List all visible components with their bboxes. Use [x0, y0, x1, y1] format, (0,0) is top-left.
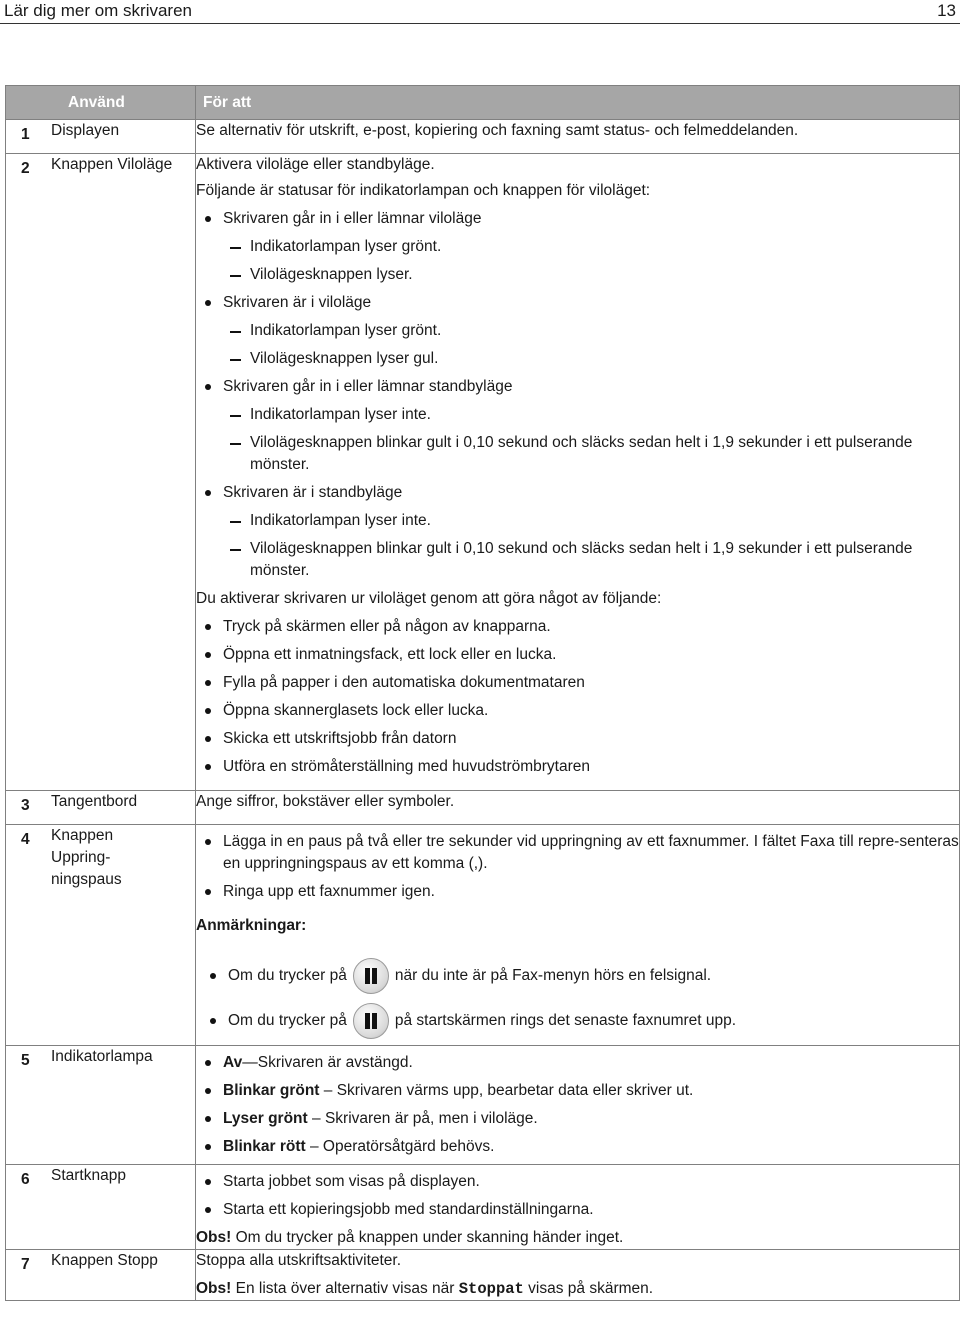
feature-table — [5, 85, 960, 1301]
page-header — [0, 0, 960, 24]
list-item: Vilolägesknappen lyser. — [223, 264, 959, 286]
table-row — [6, 120, 960, 154]
row-text: Du aktiverar skrivaren ur viloläget genom att göra något av följande: — [196, 590, 662, 607]
row-number: 3 — [21, 797, 30, 814]
list-item: Vilolägesknappen lyser gul. — [223, 348, 959, 370]
list-item: Indikatorlampan lyser inte. — [223, 404, 959, 426]
row-number: 2 — [21, 160, 30, 177]
row-label: Displayen — [51, 122, 120, 139]
list-item: Starta ett kopieringsjobb med standardinställningarna. — [196, 1199, 959, 1221]
list-item: Skrivaren är i viloläge Indikatorlampan lyser grönt. Vilolägesknappen lyser gul. — [196, 292, 959, 370]
list-item: Skicka ett utskriftsjobb från datorn — [196, 728, 959, 750]
row-number: 5 — [21, 1052, 30, 1069]
list-item: Skrivaren är i standbyläge Indikatorlampan lyser inte. Vilolägesknappen blinkar gult i 0,10 sekund och släcks sedan helt i 1,9 sekunder i ett pulserande mönster. — [196, 482, 959, 582]
pause-icon — [353, 958, 389, 994]
list-item: Av—Skrivaren är avstängd. — [196, 1052, 959, 1074]
list-item: Lägga in en paus på två eller tre sekunder vid uppringning av ett faxnummer. I fältet Faxa till repre-senteras en uppringningspaus av ett komma (,). — [196, 831, 959, 875]
row-text: Stoppa alla utskriftsaktiviteter. — [196, 1252, 402, 1269]
row-text: Se alternativ för utskrift, e-post, kopiering och faxning samt status- och felmeddelanden. — [196, 122, 799, 139]
page-title: Lär dig mer om skrivaren — [4, 1, 193, 20]
row-number: 1 — [21, 126, 30, 143]
row-label: Indikatorlampa — [51, 1048, 153, 1065]
row-number: 4 — [21, 831, 30, 848]
table-row — [6, 1165, 960, 1250]
list-item: Blinkar rött – Operatörsåtgärd behövs. — [196, 1136, 959, 1158]
list-item: Vilolägesknappen blinkar gult i 0,10 sekund och släcks sedan helt i 1,9 sekunder i ett pulserande mönster. — [223, 432, 959, 476]
row-text: Aktivera viloläge eller standbyläge. — [196, 156, 435, 173]
column-header-purpose: För att — [196, 86, 960, 120]
note-item: Om du trycker på på startskärmen rings det senaste faxnumret upp. — [196, 998, 959, 1043]
list-item: Skrivaren går in i eller lämnar viloläge Indikatorlampan lyser grönt. Vilolägesknappen lyser. — [196, 208, 959, 286]
row-label: Knappen Uppring-ningspaus — [51, 827, 122, 888]
list-item: Öppna ett inmatningsfack, ett lock eller en lucka. — [196, 644, 959, 666]
table-row — [6, 1046, 960, 1165]
table-row — [6, 791, 960, 825]
row-text: Ange siffror, bokstäver eller symboler. — [196, 793, 455, 810]
list-item: Indikatorlampan lyser inte. — [223, 510, 959, 532]
table-row — [6, 1250, 960, 1301]
note-item: Om du trycker på när du inte är på Fax-menyn hörs en felsignal. — [196, 953, 959, 998]
table-row — [6, 154, 960, 791]
row-label: Knappen Stopp — [51, 1252, 158, 1269]
list-item: Indikatorlampan lyser grönt. — [223, 236, 959, 258]
table-row — [6, 825, 960, 1046]
list-item: Utföra en strömåterställning med huvudströmbrytaren — [196, 756, 959, 778]
list-item: Fylla på papper i den automatiska dokumentmataren — [196, 672, 959, 694]
list-item: Skrivaren går in i eller lämnar standbyläge Indikatorlampan lyser inte. Vilolägesknappen blinkar gult i 0,10 sekund och släcks sedan helt i 1,9 sekunder i ett pulserande mönster. — [196, 376, 959, 476]
column-header-use: Använd — [6, 86, 196, 120]
row-number: 6 — [21, 1171, 30, 1188]
list-item: Tryck på skärmen eller på någon av knapparna. — [196, 616, 959, 638]
list-item: Starta jobbet som visas på displayen. — [196, 1171, 959, 1193]
table-header-row — [6, 86, 960, 120]
row-number: 7 — [21, 1256, 30, 1273]
obs-note: Obs! En lista över alternativ visas när Stoppat visas på skärmen. — [196, 1280, 654, 1298]
page-number: 13 — [937, 1, 956, 20]
row-label: Tangentbord — [51, 793, 138, 810]
row-label: Knappen Viloläge — [51, 156, 173, 173]
row-label: Startknapp — [51, 1167, 126, 1184]
list-item: Vilolägesknappen blinkar gult i 0,10 sekund och släcks sedan helt i 1,9 sekunder i ett pulserande mönster. — [223, 538, 959, 582]
list-item: Indikatorlampan lyser grönt. — [223, 320, 959, 342]
list-item: Öppna skannerglasets lock eller lucka. — [196, 700, 959, 722]
pause-icon — [353, 1003, 389, 1039]
notes-label: Anmärkningar: — [196, 917, 307, 934]
row-text: Följande är statusar för indikatorlampan och knappen för viloläget: — [196, 182, 651, 199]
list-item: Ringa upp ett faxnummer igen. — [196, 881, 959, 903]
list-item: Blinkar grönt – Skrivaren värms upp, bearbetar data eller skriver ut. — [196, 1080, 959, 1102]
obs-note: Obs! Om du trycker på knappen under skanning händer inget. — [196, 1229, 624, 1246]
list-item: Lyser grönt – Skrivaren är på, men i viloläge. — [196, 1108, 959, 1130]
